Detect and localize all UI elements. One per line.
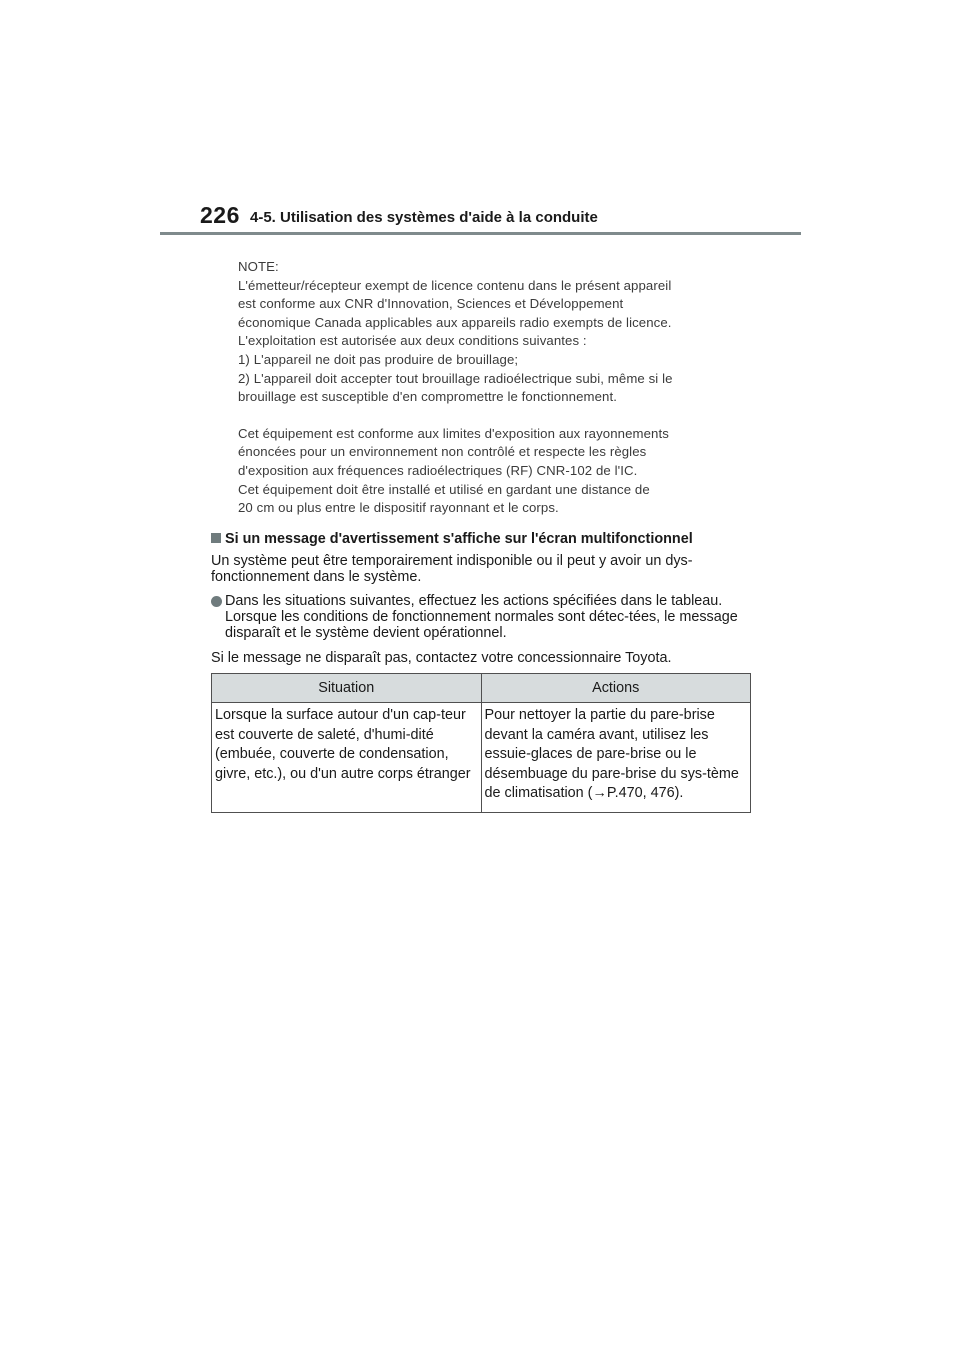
notice-line: 1) L'appareil ne doit pas produire de brouillage; xyxy=(238,351,519,367)
table-row xyxy=(212,703,751,813)
header-divider xyxy=(160,232,801,235)
notice-line: économique Canada applicables aux appareils radio exempts de licence. xyxy=(238,314,672,330)
square-bullet-icon xyxy=(211,533,221,543)
table-cell-actions: Pour nettoyer la partie du pare-brise devant la caméra avant, utilisez les essuie-glaces de pare-brise ou le désembuage du pare-brise du sys-tème de climatisation (→P.470, 476). xyxy=(481,703,751,813)
notice-line: L'émetteur/récepteur exempt de licence contenu dans le présent appareil xyxy=(238,277,672,293)
notice-line: est conforme aux CNR d'Innovation, Sciences et Développement xyxy=(238,296,624,312)
section-heading xyxy=(211,531,693,547)
section-heading-text: Si un message d'avertissement s'affiche sur l'écran multifonctionnel xyxy=(225,531,693,547)
notice-line: NOTE: xyxy=(238,259,279,274)
notice-line: énoncées pour un environnement non contrôlé et respecte les règles xyxy=(238,444,647,460)
page-header xyxy=(200,200,800,236)
notice-line: L'exploitation est autorisée aux deux conditions suivantes : xyxy=(238,333,587,349)
notice-line: Cet équipement doit être installé et utilisé en gardant une distance de xyxy=(238,481,650,497)
section-title: 4-5. Utilisation des systèmes d'aide à la conduite xyxy=(250,209,598,226)
page-number: 226 xyxy=(200,202,240,228)
notice-line: Cet équipement est conforme aux limites d'exposition aux rayonnements xyxy=(238,425,669,441)
list-item xyxy=(211,593,756,641)
table-header-row xyxy=(212,674,751,703)
list-item-text: Dans les situations suivantes, effectuez les actions spécifiées dans le tableau. Lorsque les conditions de fonctionnement normales sont détec-tées, le message disparaît et le système devient opérationnel. xyxy=(225,593,738,641)
situation-actions-table xyxy=(211,673,751,813)
notice-line: 2) L'appareil doit accepter tout brouillage radioélectrique subi, même si le xyxy=(238,370,673,386)
column-header-situation: Situation xyxy=(212,674,482,703)
table-cell-situation: Lorsque la surface autour d'un cap-teur est couverte de saleté, d'humi-dité (embuée, couverte de condensation, givre, etc.), ou d'un autre corps étranger xyxy=(212,703,482,813)
circle-bullet-icon xyxy=(211,596,222,607)
intro-paragraph: Un système peut être temporairement indisponible ou il peut y avoir un dys-fonctionnement dans le système. xyxy=(211,553,693,585)
notice-line: brouillage est susceptible d'en compromettre le fonctionnement. xyxy=(238,389,618,405)
contact-paragraph: Si le message ne disparaît pas, contactez votre concessionnaire Toyota. xyxy=(211,650,672,666)
column-header-actions: Actions xyxy=(481,674,751,703)
notice-line: 20 cm ou plus entre le dispositif rayonnant et le corps. xyxy=(238,500,559,516)
notice-line: d'exposition aux fréquences radioélectriques (RF) CNR-102 de l'IC. xyxy=(238,462,638,478)
regulatory-notice xyxy=(238,258,738,518)
